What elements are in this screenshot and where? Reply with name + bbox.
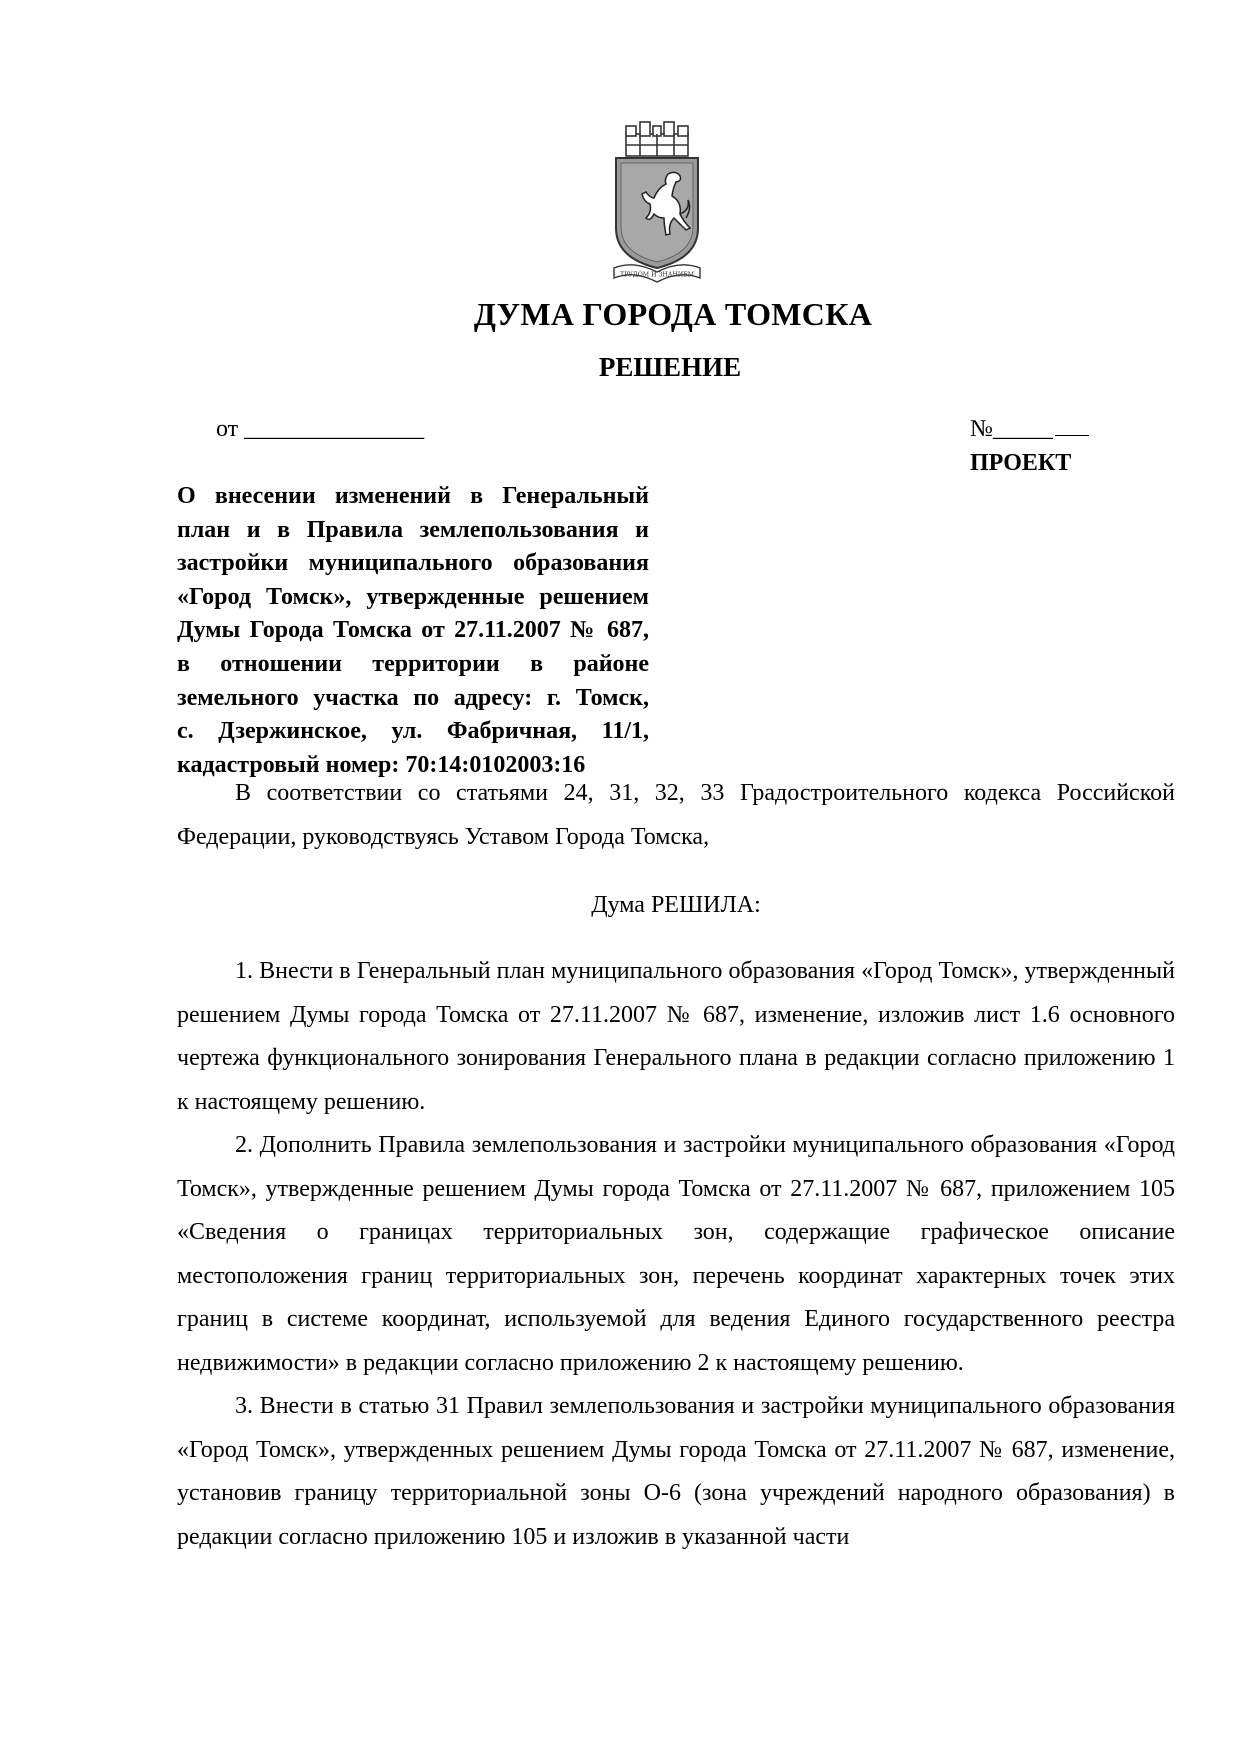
subject-line: с. Дзержинское, ул. Фабричная, 11/1,: [177, 718, 649, 745]
decision-items: [177, 950, 1175, 1559]
date-field: от _______________: [216, 416, 425, 442]
organization-title: ДУМА ГОРОДА ТОМСКА: [473, 296, 873, 332]
number-field: №_____: [970, 416, 1089, 443]
subject-line: О внесении изменений в Генеральный: [177, 483, 649, 509]
decision-item: 1. Внести в Генеральный план муниципального образования «Город Томск», утвержденный решением Думы города Томска от 27.11.2007 № 687, изменение, изложив лист 1.6 основного чертежа функционального зонирования Генерального плана в редакции согласно приложению 1 к настоящему решению.: [177, 958, 1175, 1115]
draft-mark: ПРОЕКТ: [970, 450, 1072, 476]
subject-line: план и в Правила землепользования и: [177, 516, 649, 543]
subject-line: застройки муниципального образования: [177, 550, 649, 577]
svg-text:ТРУДОМ И ЗНАНИЕМ: ТРУДОМ И ЗНАНИЕМ: [619, 271, 695, 279]
preamble: [177, 772, 1175, 859]
document-type: РЕШЕНИЕ: [598, 352, 742, 382]
subject-line: «Город Томск», утвержденные решением: [177, 583, 649, 610]
subject-line: в отношении территории в районе: [177, 650, 649, 677]
subject-line: кадастровый номер: 70:14:0102003:16: [177, 751, 586, 778]
preamble-paragraph: В соответствии со статьями 24, 31, 32, 33 Градостроительного кодекса Российской Федерации, руководствуясь Уставом Города Томска,: [177, 780, 1175, 850]
subject-line: земельного участка по адресу: г. Томск,: [177, 684, 649, 711]
decision-item: 2. Дополнить Правила землепользования и застройки муниципального образования «Город Томск», утвержденные решением Думы города Томска от 27.11.2007 № 687, приложением 105 «Сведения о границах территориальных зон, содержащие графическое описание местоположения границ территориальных зон, перечень координат характерных точек этих границ в системе координат, используемой для ведения Единого государственного реестра недвижимости» в редакции согласно приложению 2 к настоящему решению.: [177, 1132, 1175, 1376]
coat-of-arms-emblem: [610, 118, 704, 286]
subject-line: Думы Города Томска от 27.11.2007 № 687,: [177, 617, 649, 644]
decision-subject: [177, 480, 649, 782]
decision-item: 3. Внести в статью 31 Правил землепользования и застройки муниципального образования «Город Томск», утвержденных решением Думы города Томска от 27.11.2007 № 687, изменение, установив границу территориальной зоны О-6 (зона учреждений народного образования) в редакции согласно приложению 105 и изложив в указанной части: [177, 1393, 1175, 1550]
decided-heading: Дума РЕШИЛА:: [591, 892, 761, 918]
